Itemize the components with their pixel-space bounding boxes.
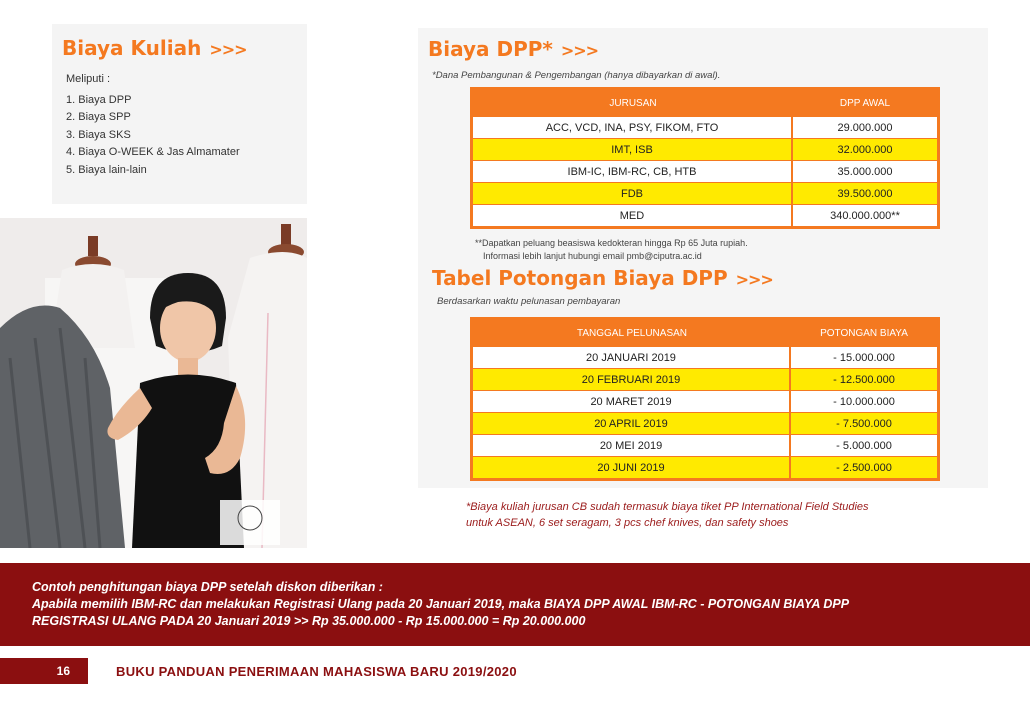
biaya-kuliah-heading xyxy=(62,36,247,60)
table-cell: - 12.500.000 xyxy=(791,368,937,390)
table-row xyxy=(473,390,937,412)
table-row xyxy=(473,434,937,456)
dpp-table xyxy=(470,87,940,229)
table-cell: 20 FEBRUARI 2019 xyxy=(473,368,791,390)
potongan-title: Tabel Potongan Biaya DPP xyxy=(432,266,728,290)
table-row xyxy=(473,116,937,138)
dpp-note: *Dana Pembangunan & Pengembangan (hanya dibayarkan di awal). xyxy=(432,70,721,81)
table-row xyxy=(473,182,937,204)
table-row xyxy=(473,204,937,226)
table-cell: 20 MARET 2019 xyxy=(473,390,791,412)
cb-note-line: untuk ASEAN, 6 set seragam, 3 pcs chef knives, dan safety shoes xyxy=(466,517,789,529)
calculation-example-banner xyxy=(0,563,1030,646)
potongan-table xyxy=(470,317,940,481)
table-cell: 20 JUNI 2019 xyxy=(473,456,791,478)
column-header-potongan: POTONGAN BIAYA xyxy=(791,320,937,346)
dpp-footnote xyxy=(475,237,748,262)
table-cell: 35.000.000 xyxy=(793,160,937,182)
column-header-jurusan: JURUSAN xyxy=(473,90,793,116)
potongan-heading xyxy=(432,266,773,290)
scholarship-note: **Dapatkan peluang beasiswa kedokteran hingga Rp 65 Juta rupiah. xyxy=(475,238,748,248)
table-row xyxy=(473,368,937,390)
table-row xyxy=(473,160,937,182)
table-cell: 20 MEI 2019 xyxy=(473,434,791,456)
contact-note: Informasi lebih lanjut hubungi email pmb@ciputra.ac.id xyxy=(483,250,702,261)
arrows-icon: >>> xyxy=(209,40,247,59)
table-row xyxy=(473,138,937,160)
potongan-subtitle: Berdasarkan waktu pelunasan pembayaran xyxy=(437,296,621,307)
table-cell: IMT, ISB xyxy=(473,138,793,160)
table-cell: 340.000.000** xyxy=(793,204,937,226)
arrows-icon: >>> xyxy=(735,270,773,289)
table-header-row xyxy=(473,320,937,346)
banner-line: REGISTRASI ULANG PADA 20 Januari 2019 >> Rp 35.000.000 - Rp 15.000.000 = Rp 20.000.000 xyxy=(32,614,586,628)
table-cell: - 10.000.000 xyxy=(791,390,937,412)
student-illustration xyxy=(0,218,307,548)
table-cell: MED xyxy=(473,204,793,226)
arrows-icon: >>> xyxy=(560,41,599,60)
table-cell: 20 JANUARI 2019 xyxy=(473,346,791,368)
table-cell: - 2.500.000 xyxy=(791,456,937,478)
table-cell: 20 APRIL 2019 xyxy=(473,412,791,434)
list-item: 3. Biaya SKS xyxy=(66,128,131,141)
list-item: 1. Biaya DPP xyxy=(66,94,132,106)
biaya-kuliah-title: Biaya Kuliah xyxy=(62,36,202,60)
table-row xyxy=(473,412,937,434)
table-cell: - 5.000.000 xyxy=(791,434,937,456)
table-cell: ACC, VCD, INA, PSY, FIKOM, FTO xyxy=(473,116,793,138)
footer-title: BUKU PANDUAN PENERIMAAN MAHASISWA BARU 2019/2020 xyxy=(116,664,517,679)
list-item: 2. Biaya SPP xyxy=(66,111,131,124)
table-cell: 32.000.000 xyxy=(793,138,937,160)
column-header-dpp-awal: DPP AWAL xyxy=(793,90,937,116)
table-cell: 39.500.000 xyxy=(793,182,937,204)
student-photo xyxy=(0,218,307,548)
biaya-kuliah-list xyxy=(66,92,240,179)
biaya-kuliah-intro: Meliputi : xyxy=(66,73,111,85)
list-item: 4. Biaya O-WEEK & Jas Almamater xyxy=(66,146,240,159)
column-header-tanggal: TANGGAL PELUNASAN xyxy=(473,320,791,346)
list-item: 5. Biaya lain-lain xyxy=(66,163,147,176)
table-row xyxy=(473,346,937,368)
dpp-heading xyxy=(428,37,598,61)
biaya-kuliah-section xyxy=(52,24,307,204)
table-cell: 29.000.000 xyxy=(793,116,937,138)
cb-note-line: *Biaya kuliah jurusan CB sudah termasuk biaya tiket PP International Field Studies xyxy=(466,501,869,513)
table-row xyxy=(473,456,937,478)
table-header-row xyxy=(473,90,937,116)
banner-line: Contoh penghitungan biaya DPP setelah diskon diberikan : xyxy=(32,580,383,594)
table-cell: FDB xyxy=(473,182,793,204)
banner-line: Apabila memilih IBM-RC dan melakukan Registrasi Ulang pada 20 Januari 2019, maka BIAYA DPP AWAL IBM-RC - POTONGAN BIAYA DPP xyxy=(32,597,850,611)
cb-note xyxy=(466,499,869,531)
page-number: 16 xyxy=(0,658,88,684)
table-cell: - 15.000.000 xyxy=(791,346,937,368)
dpp-title: Biaya DPP* xyxy=(428,37,553,61)
table-cell: - 7.500.000 xyxy=(791,412,937,434)
table-cell: IBM-IC, IBM-RC, CB, HTB xyxy=(473,160,793,182)
